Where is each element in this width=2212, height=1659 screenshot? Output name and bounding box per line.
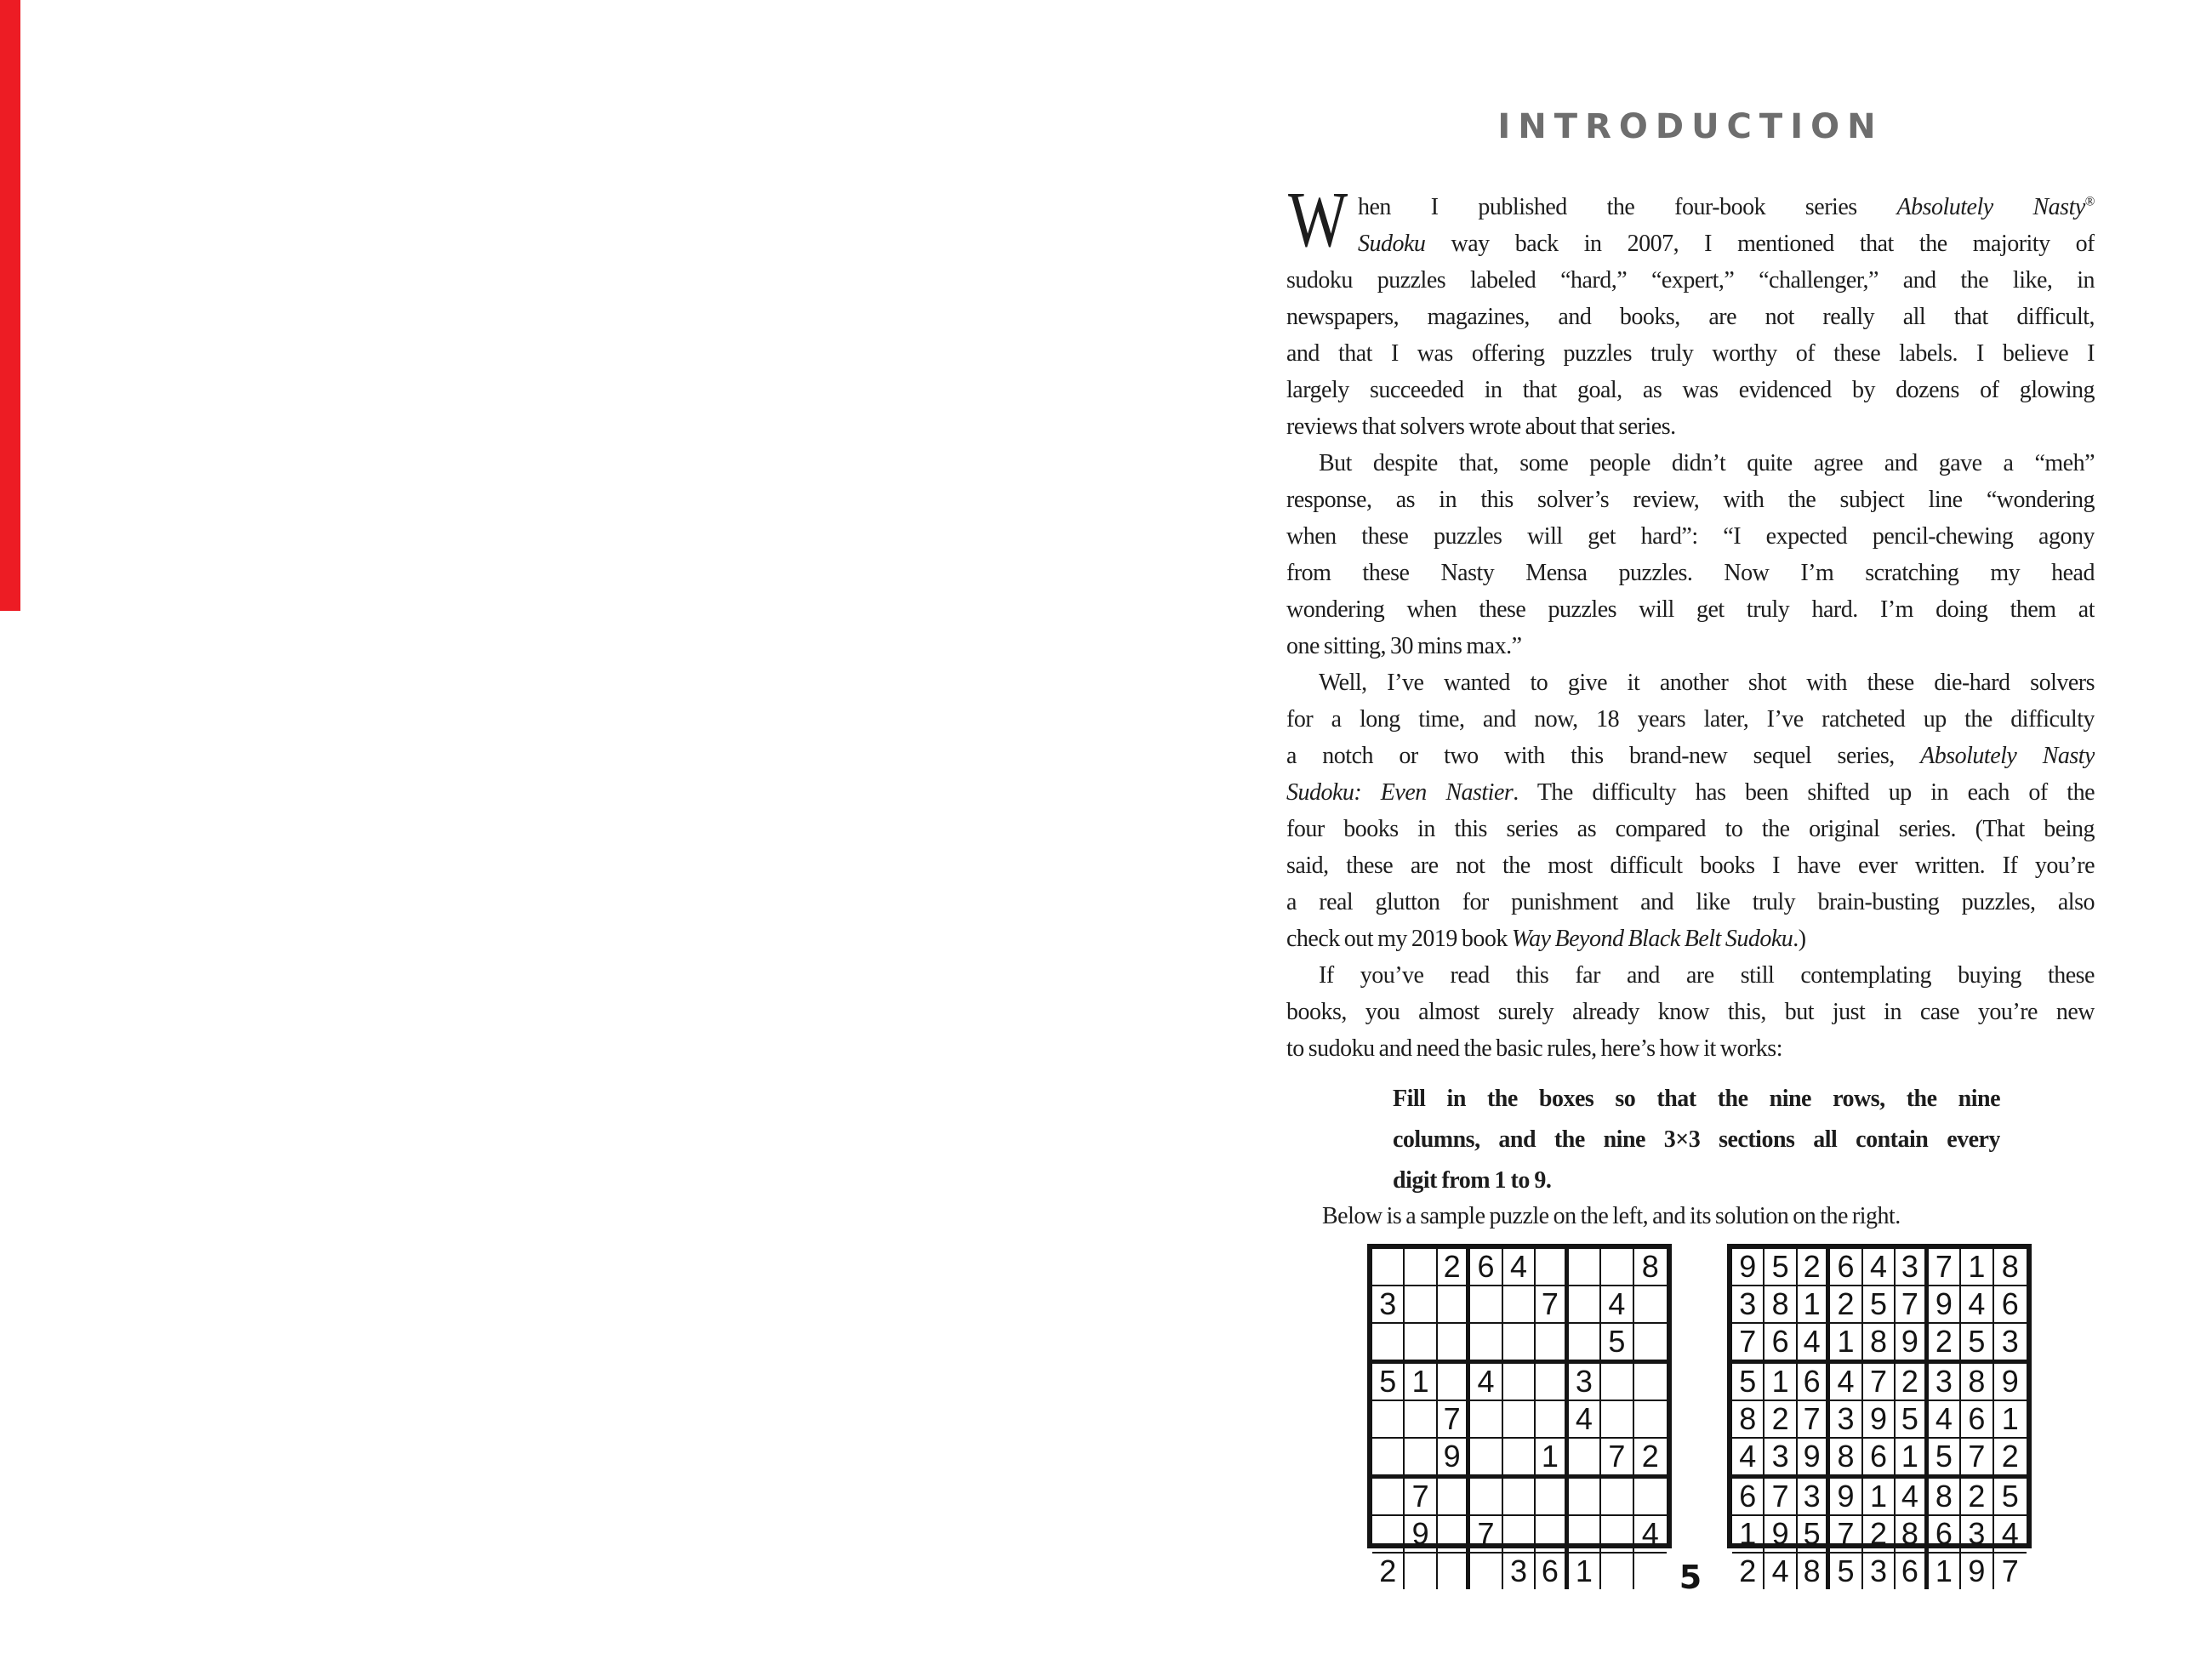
- puzzle-cell: 1: [1536, 1439, 1568, 1479]
- solution-cell: 8: [1798, 1554, 1830, 1589]
- puzzle-cell: [1438, 1364, 1470, 1401]
- solution-cell: 3: [1994, 1324, 2027, 1364]
- intro-text: [1286, 176, 2095, 1067]
- text-run: largely succeeded in that goal, as was evidenced by dozens of glowing: [1286, 377, 2095, 403]
- text-line: [1286, 738, 2095, 774]
- text-line: [1286, 408, 2095, 445]
- puzzle-cell: 2: [1438, 1249, 1470, 1286]
- puzzle-cell: [1372, 1401, 1405, 1439]
- text-run: for a long time, and now, 18 years later, I’ve ratcheted up the difficulty: [1286, 706, 2095, 733]
- puzzle-cell: [1405, 1286, 1437, 1324]
- puzzle-cell: 4: [1634, 1516, 1667, 1554]
- puzzle-cell: [1503, 1401, 1536, 1439]
- puzzle-cell: [1503, 1479, 1536, 1516]
- solution-cell: 2: [1994, 1439, 2027, 1479]
- solution-cell: 6: [1929, 1516, 1961, 1554]
- puzzle-cell: [1438, 1286, 1470, 1324]
- solution-cell: 2: [1896, 1364, 1928, 1401]
- puzzle-cell: [1372, 1439, 1405, 1479]
- puzzle-cell: 4: [1569, 1401, 1601, 1439]
- solution-cell: 1: [1863, 1479, 1896, 1516]
- text-line: [1286, 957, 2095, 994]
- puzzle-cell: [1536, 1364, 1568, 1401]
- solution-cell: 6: [1732, 1479, 1764, 1516]
- puzzle-cell: 8: [1634, 1249, 1667, 1286]
- solution-cell: 7: [1929, 1249, 1961, 1286]
- puzzle-cell: [1634, 1364, 1667, 1401]
- text-line: [1286, 884, 2095, 921]
- solution-cell: 6: [1798, 1364, 1830, 1401]
- registered-mark: ®: [2084, 194, 2095, 209]
- puzzle-cell: 2: [1372, 1554, 1405, 1589]
- puzzle-cell: [1601, 1516, 1633, 1554]
- solution-cell: 1: [1732, 1516, 1764, 1554]
- puzzle-cell: 1: [1569, 1554, 1601, 1589]
- text-line: [1286, 701, 2095, 738]
- puzzle-cell: 7: [1601, 1439, 1633, 1479]
- solution-cell: 4: [1961, 1286, 1993, 1324]
- text-run: Well, I’ve wanted to give it another shot with these die-hard solvers: [1319, 670, 2095, 696]
- solution-cell: 7: [1732, 1324, 1764, 1364]
- puzzle-cell: [1503, 1364, 1536, 1401]
- puzzle-cell: 4: [1503, 1249, 1536, 1286]
- solution-cell: 3: [1863, 1554, 1896, 1589]
- puzzle-cell: [1503, 1324, 1536, 1364]
- text-run: sudoku puzzles labeled “hard,” “expert,” “challenger,” and the like, in: [1286, 267, 2095, 294]
- puzzle-cell: [1372, 1479, 1405, 1516]
- puzzle-cell: 4: [1601, 1286, 1633, 1324]
- solution-cell: 6: [1896, 1554, 1928, 1589]
- solution-cell: 6: [1764, 1324, 1797, 1364]
- puzzle-cell: [1405, 1401, 1437, 1439]
- solution-cell: 6: [1863, 1439, 1896, 1479]
- solution-cell: 8: [1732, 1401, 1764, 1439]
- text-line: [1286, 482, 2095, 518]
- text-line: [1286, 1030, 2095, 1067]
- solution-cell: 3: [1764, 1439, 1797, 1479]
- text-line: [1286, 299, 2095, 335]
- solution-cell: 6: [1961, 1401, 1993, 1439]
- solution-cell: 4: [1732, 1439, 1764, 1479]
- solution-cell: 1: [1798, 1286, 1830, 1324]
- puzzle-cell: [1601, 1479, 1633, 1516]
- text-run: hen I published the four-book series: [1358, 194, 1897, 220]
- text-line: [1286, 811, 2095, 847]
- solution-cell: 8: [1830, 1439, 1862, 1479]
- solution-cell: 4: [1863, 1249, 1896, 1286]
- puzzle-cell: [1536, 1401, 1568, 1439]
- solution-cell: 9: [1863, 1401, 1896, 1439]
- solution-cell: 1: [1830, 1324, 1862, 1364]
- solution-cell: 4: [1798, 1324, 1830, 1364]
- puzzle-cell: [1601, 1401, 1633, 1439]
- puzzle-cell: [1470, 1439, 1502, 1479]
- puzzle-cell: 9: [1405, 1516, 1437, 1554]
- puzzle-cell: 3: [1372, 1286, 1405, 1324]
- solution-cell: 4: [1830, 1364, 1862, 1401]
- puzzle-cell: 3: [1569, 1364, 1601, 1401]
- puzzle-cell: [1438, 1479, 1470, 1516]
- text-run: wondering when these puzzles will get truly hard. I’m doing them at: [1286, 596, 2095, 623]
- paragraph: [1286, 957, 2095, 1067]
- puzzle-cell: [1405, 1439, 1437, 1479]
- puzzle-cell: [1569, 1516, 1601, 1554]
- italic-text: Absolutely Nasty: [1896, 194, 2085, 220]
- text-run: way back in 2007, I mentioned that the majority of: [1425, 231, 2095, 257]
- red-page-edge-strip: [0, 0, 20, 611]
- puzzle-cell: [1601, 1364, 1633, 1401]
- text-line: [1286, 591, 2095, 628]
- puzzle-cell: [1634, 1286, 1667, 1324]
- solution-cell: 2: [1830, 1286, 1862, 1324]
- paragraph: [1286, 445, 2095, 664]
- solution-cell: 1: [1961, 1249, 1993, 1286]
- solution-cell: 7: [2001, 1554, 2019, 1588]
- puzzle-cell: [1503, 1516, 1536, 1554]
- rule-line: columns, and the nine 3×3 sections all contain every: [1393, 1126, 2000, 1153]
- italic-text: Absolutely Nasty: [1920, 743, 2095, 769]
- text-line: [1286, 628, 2095, 664]
- solution-cell: 9: [1896, 1324, 1928, 1364]
- puzzle-cell: [1470, 1324, 1502, 1364]
- solution-cell: 8: [1929, 1479, 1961, 1516]
- text-line: [1286, 225, 2095, 262]
- text-run: one sitting, 30 mins max.”: [1286, 633, 1522, 659]
- text-run: If you’ve read this far and are still contemplating buying these: [1319, 962, 2095, 989]
- solution-cell: 2: [1798, 1249, 1830, 1286]
- puzzle-cell: 9: [1438, 1439, 1470, 1479]
- puzzle-cell: 7: [1405, 1479, 1437, 1516]
- puzzle-cell: [1569, 1286, 1601, 1324]
- text-line: [1286, 555, 2095, 591]
- italic-text: Sudoku: Even Nastier: [1286, 779, 1514, 806]
- puzzle-cell: 3: [1503, 1554, 1536, 1589]
- text-line: [1286, 189, 2095, 225]
- text-line: [1286, 445, 2095, 482]
- solution-cell: 5: [1994, 1479, 2027, 1516]
- page-title: INTRODUCTION: [1497, 107, 1884, 146]
- solution-cell: 1: [1896, 1439, 1928, 1479]
- puzzle-cell: [1634, 1479, 1667, 1516]
- puzzle-cell: 7: [1470, 1516, 1502, 1554]
- puzzle-cell: 2: [1634, 1439, 1667, 1479]
- solution-cell: 3: [1961, 1516, 1993, 1554]
- solution-cell: 9: [1732, 1249, 1764, 1286]
- solution-cell: 5: [1929, 1439, 1961, 1479]
- text-line: [1286, 774, 2095, 811]
- italic-text: Way Beyond Black Belt Sudoku: [1511, 926, 1793, 952]
- text-run: check out my 2019 book: [1286, 926, 1512, 952]
- puzzle-cell: [1536, 1479, 1568, 1516]
- puzzle-cell: [1372, 1324, 1405, 1364]
- solution-cell: 2: [1961, 1479, 1993, 1516]
- drop-cap: W: [1288, 176, 1348, 264]
- solution-cell: 7: [1830, 1516, 1862, 1554]
- solution-cell: 4: [1994, 1516, 2027, 1554]
- solution-cell: 5: [1764, 1249, 1797, 1286]
- text-line: [1286, 921, 2095, 957]
- solution-cell: 5: [1732, 1364, 1764, 1401]
- text-line: [1286, 664, 2095, 701]
- text-line: [1286, 372, 2095, 408]
- puzzle-cell: [1503, 1286, 1536, 1324]
- puzzle-cell: [1569, 1479, 1601, 1516]
- solution-cell: 2: [1929, 1324, 1961, 1364]
- solution-cell: 1: [1929, 1554, 1961, 1589]
- solution-cell: 2: [1732, 1554, 1764, 1589]
- solution-cell: 3: [1732, 1286, 1764, 1324]
- puzzle-cell: [1470, 1401, 1502, 1439]
- solution-grid: [1727, 1244, 2032, 1588]
- solution-cell: 2: [1764, 1401, 1797, 1439]
- solution-cell: 9: [1764, 1516, 1797, 1554]
- puzzle-cell: [1569, 1439, 1601, 1479]
- solution-cell: 4: [1764, 1554, 1797, 1589]
- solution-cell: 2: [1863, 1516, 1896, 1554]
- solution-cell: 6: [1830, 1249, 1862, 1286]
- text-run: from these Nasty Mensa puzzles. Now I’m scratching my head: [1286, 560, 2095, 586]
- solution-cell: 1: [1994, 1401, 2027, 1439]
- puzzle-cell: [1438, 1516, 1470, 1554]
- text-run: said, these are not the most difficult books I have ever written. If you’re: [1286, 852, 2095, 879]
- text-line: [1286, 262, 2095, 299]
- solution-cell: 3: [1798, 1479, 1830, 1516]
- solution-cell: 7: [1896, 1286, 1928, 1324]
- text-line: [1286, 847, 2095, 884]
- puzzle-cell: [1405, 1324, 1437, 1364]
- right-page-column: [1286, 0, 2095, 1659]
- solution-cell: 5: [1896, 1401, 1928, 1439]
- solution-cell: 1: [1764, 1364, 1797, 1401]
- solution-cell: 7: [1961, 1439, 1993, 1479]
- puzzle-cell: [1438, 1324, 1470, 1364]
- solution-cell: 8: [1863, 1324, 1896, 1364]
- solution-cell: 6: [1994, 1286, 2027, 1324]
- solution-cell: 7: [1863, 1364, 1896, 1401]
- puzzle-cell: [1372, 1249, 1405, 1286]
- puzzle-cell: 5: [1372, 1364, 1405, 1401]
- text-run: . The difficulty has been shifted up in each of the: [1513, 779, 2095, 806]
- text-line: [1286, 335, 2095, 372]
- puzzle-cell: [1372, 1516, 1405, 1554]
- paragraph: [1286, 664, 2095, 957]
- puzzle-cell: 7: [1438, 1401, 1470, 1439]
- rules-box: [1393, 1079, 2000, 1201]
- text-run: to sudoku and need the basic rules, here’s how it works:: [1286, 1035, 1782, 1062]
- solution-cell: 9: [1929, 1286, 1961, 1324]
- page-number: 5: [1679, 1559, 1702, 1596]
- solution-cell: 5: [1863, 1286, 1896, 1324]
- puzzle-cell: 5: [1601, 1324, 1633, 1364]
- paragraph: [1286, 176, 2095, 445]
- text-line: [1286, 518, 2095, 555]
- solution-cell: 9: [1994, 1364, 2027, 1401]
- puzzle-cell: 1: [1405, 1364, 1437, 1401]
- text-run: .): [1793, 926, 1806, 952]
- puzzle-cell: [1601, 1249, 1633, 1286]
- solution-cell: 9: [1798, 1439, 1830, 1479]
- puzzle-cell: 6: [1536, 1554, 1568, 1589]
- text-run: But despite that, some people didn’t quite agree and gave a “meh”: [1319, 450, 2095, 476]
- solution-cell: 9: [1830, 1479, 1862, 1516]
- grids-caption: Below is a sample puzzle on the left, and its solution on the right.: [1322, 1203, 1901, 1229]
- solution-cell: 3: [1929, 1364, 1961, 1401]
- puzzle-cell: [1569, 1324, 1601, 1364]
- rule-line: digit from 1 to 9.: [1393, 1167, 1552, 1194]
- rule-line: Fill in the boxes so that the nine rows, the nine: [1393, 1086, 2000, 1112]
- puzzle-cell: [1536, 1324, 1568, 1364]
- solution-cell: 9: [1961, 1554, 1993, 1589]
- solution-cell: 5: [1830, 1554, 1862, 1589]
- puzzle-cell: [1405, 1249, 1437, 1286]
- italic-text: Sudoku: [1358, 231, 1426, 257]
- text-run: books, you almost surely already know this, but just in case you’re new: [1286, 999, 2095, 1025]
- solution-cell: 4: [1929, 1401, 1961, 1439]
- solution-cell: 8: [1764, 1286, 1797, 1324]
- solution-cell: 7: [1764, 1479, 1797, 1516]
- puzzle-cell: [1536, 1249, 1568, 1286]
- puzzle-cell: 4: [1470, 1364, 1502, 1401]
- text-run: response, as in this solver’s review, with the subject line “wondering: [1286, 487, 2095, 513]
- solution-cell: 5: [1961, 1324, 1993, 1364]
- text-run: a notch or two with this brand-new sequel series,: [1286, 743, 1921, 769]
- text-run: when these puzzles will get hard”: “I expected pencil-chewing agony: [1286, 523, 2095, 550]
- puzzle-cell: [1470, 1286, 1502, 1324]
- solution-cell: 8: [1896, 1516, 1928, 1554]
- solution-cell: 3: [1896, 1249, 1928, 1286]
- puzzle-cell: [1470, 1479, 1502, 1516]
- text-run: four books in this series as compared to the original series. (That being: [1286, 816, 2095, 842]
- puzzle-cell: 6: [1470, 1249, 1502, 1286]
- puzzle-cell: [1634, 1401, 1667, 1439]
- solution-cell: 5: [1798, 1516, 1830, 1554]
- text-run: newspapers, magazines, and books, are not really all that difficult,: [1286, 304, 2095, 330]
- sample-puzzle-grid: [1367, 1244, 1672, 1588]
- solution-cell: 8: [1994, 1249, 2027, 1286]
- text-run: a real glutton for punishment and like truly brain-busting puzzles, also: [1286, 889, 2095, 915]
- text-run: reviews that solvers wrote about that series.: [1286, 413, 1676, 440]
- solution-cell: 3: [1830, 1401, 1862, 1439]
- puzzle-cell: [1569, 1249, 1601, 1286]
- puzzle-cell: [1634, 1324, 1667, 1364]
- text-run: and that I was offering puzzles truly worthy of these labels. I believe I: [1286, 340, 2095, 367]
- solution-cell: 4: [1896, 1479, 1928, 1516]
- puzzle-cell: [1503, 1439, 1536, 1479]
- puzzle-cell: [1536, 1516, 1568, 1554]
- solution-cell: 8: [1961, 1364, 1993, 1401]
- text-line: [1286, 994, 2095, 1030]
- solution-cell: 7: [1798, 1401, 1830, 1439]
- puzzle-cell: 7: [1536, 1286, 1568, 1324]
